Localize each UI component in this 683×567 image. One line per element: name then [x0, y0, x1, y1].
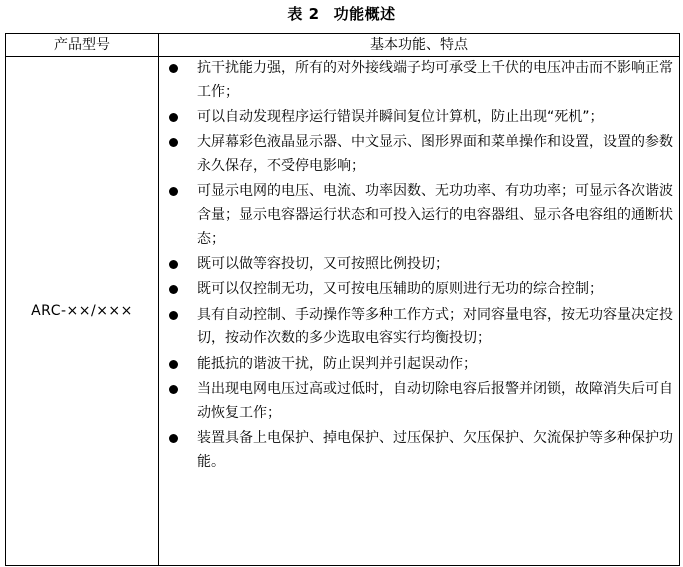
bullet-icon: [169, 138, 178, 147]
bullet-icon: [169, 285, 178, 294]
feature-text: 既可以仅控制无功，又可按电压辅助的原则进行无功的综合控制；: [197, 281, 603, 298]
feature-text: 抗干扰能力强，所有的对外接线端子均可承受上千伏的电压冲击而不影响正常工作；: [197, 60, 673, 100]
feature-text: 当出现电网电压过高或过低时，自动切除电容后报警并闭锁，故障消失后可自动恢复工作；: [197, 381, 673, 421]
header-features: 基本功能、特点: [159, 34, 680, 57]
product-model-cell: ARC-××/×××: [6, 57, 159, 566]
list-item: [159, 353, 679, 377]
bullet-icon: [169, 113, 178, 122]
list-item: [159, 57, 679, 104]
bullet-icon: [169, 385, 178, 394]
bullet-icon: [169, 187, 178, 196]
function-overview-table: [5, 33, 680, 566]
table-title: 功能概述: [333, 5, 396, 23]
bullet-icon: [169, 260, 178, 269]
feature-text: 装置具备上电保护、掉电保护、过压保护、欠压保护、欠流保护等多种保护功能。: [197, 430, 673, 470]
feature-list: [159, 57, 679, 474]
list-item: [159, 180, 679, 251]
bullet-icon: [169, 434, 178, 443]
list-item: [159, 131, 679, 178]
feature-text: 具有自动控制、手动操作等多种工作方式；对同容量电容，按无功容量决定投切，按动作次数的多少选取电容实行均衡投切；: [197, 306, 673, 347]
feature-text: 大屏幕彩色液晶显示器、中文显示、图形界面和菜单操作和设置，设置的参数永久保存，不受停电影响；: [197, 134, 673, 174]
feature-text: 可显示电网的电压、电流、功率因数、无功功率、有功功率；可显示各次谐波含量；显示电容器运行状态和可投入运行的电容器组、显示各电容组的通断状态；: [197, 183, 673, 247]
list-item: [159, 278, 679, 302]
list-item: [159, 106, 679, 130]
list-item: [159, 304, 679, 351]
bullet-icon: [169, 311, 178, 320]
list-item: [159, 378, 679, 425]
table-caption: [0, 4, 683, 24]
feature-text: 能抵抗的谐波干扰，防止误判并引起误动作；: [197, 355, 477, 372]
table-number: 表 2: [287, 5, 320, 23]
feature-text: 可以自动发现程序运行错误并瞬间复位计算机，防止出现“死机”；: [197, 108, 604, 125]
header-product-model: 产品型号: [6, 34, 159, 57]
table-header-row: [6, 34, 680, 57]
features-cell: [159, 57, 680, 566]
list-item: [159, 427, 679, 474]
list-item: [159, 253, 679, 277]
bullet-icon: [169, 64, 178, 73]
feature-text: 既可以做等容投切，又可按照比例投切；: [197, 255, 449, 272]
table-row: [6, 57, 680, 566]
bullet-icon: [169, 360, 178, 369]
